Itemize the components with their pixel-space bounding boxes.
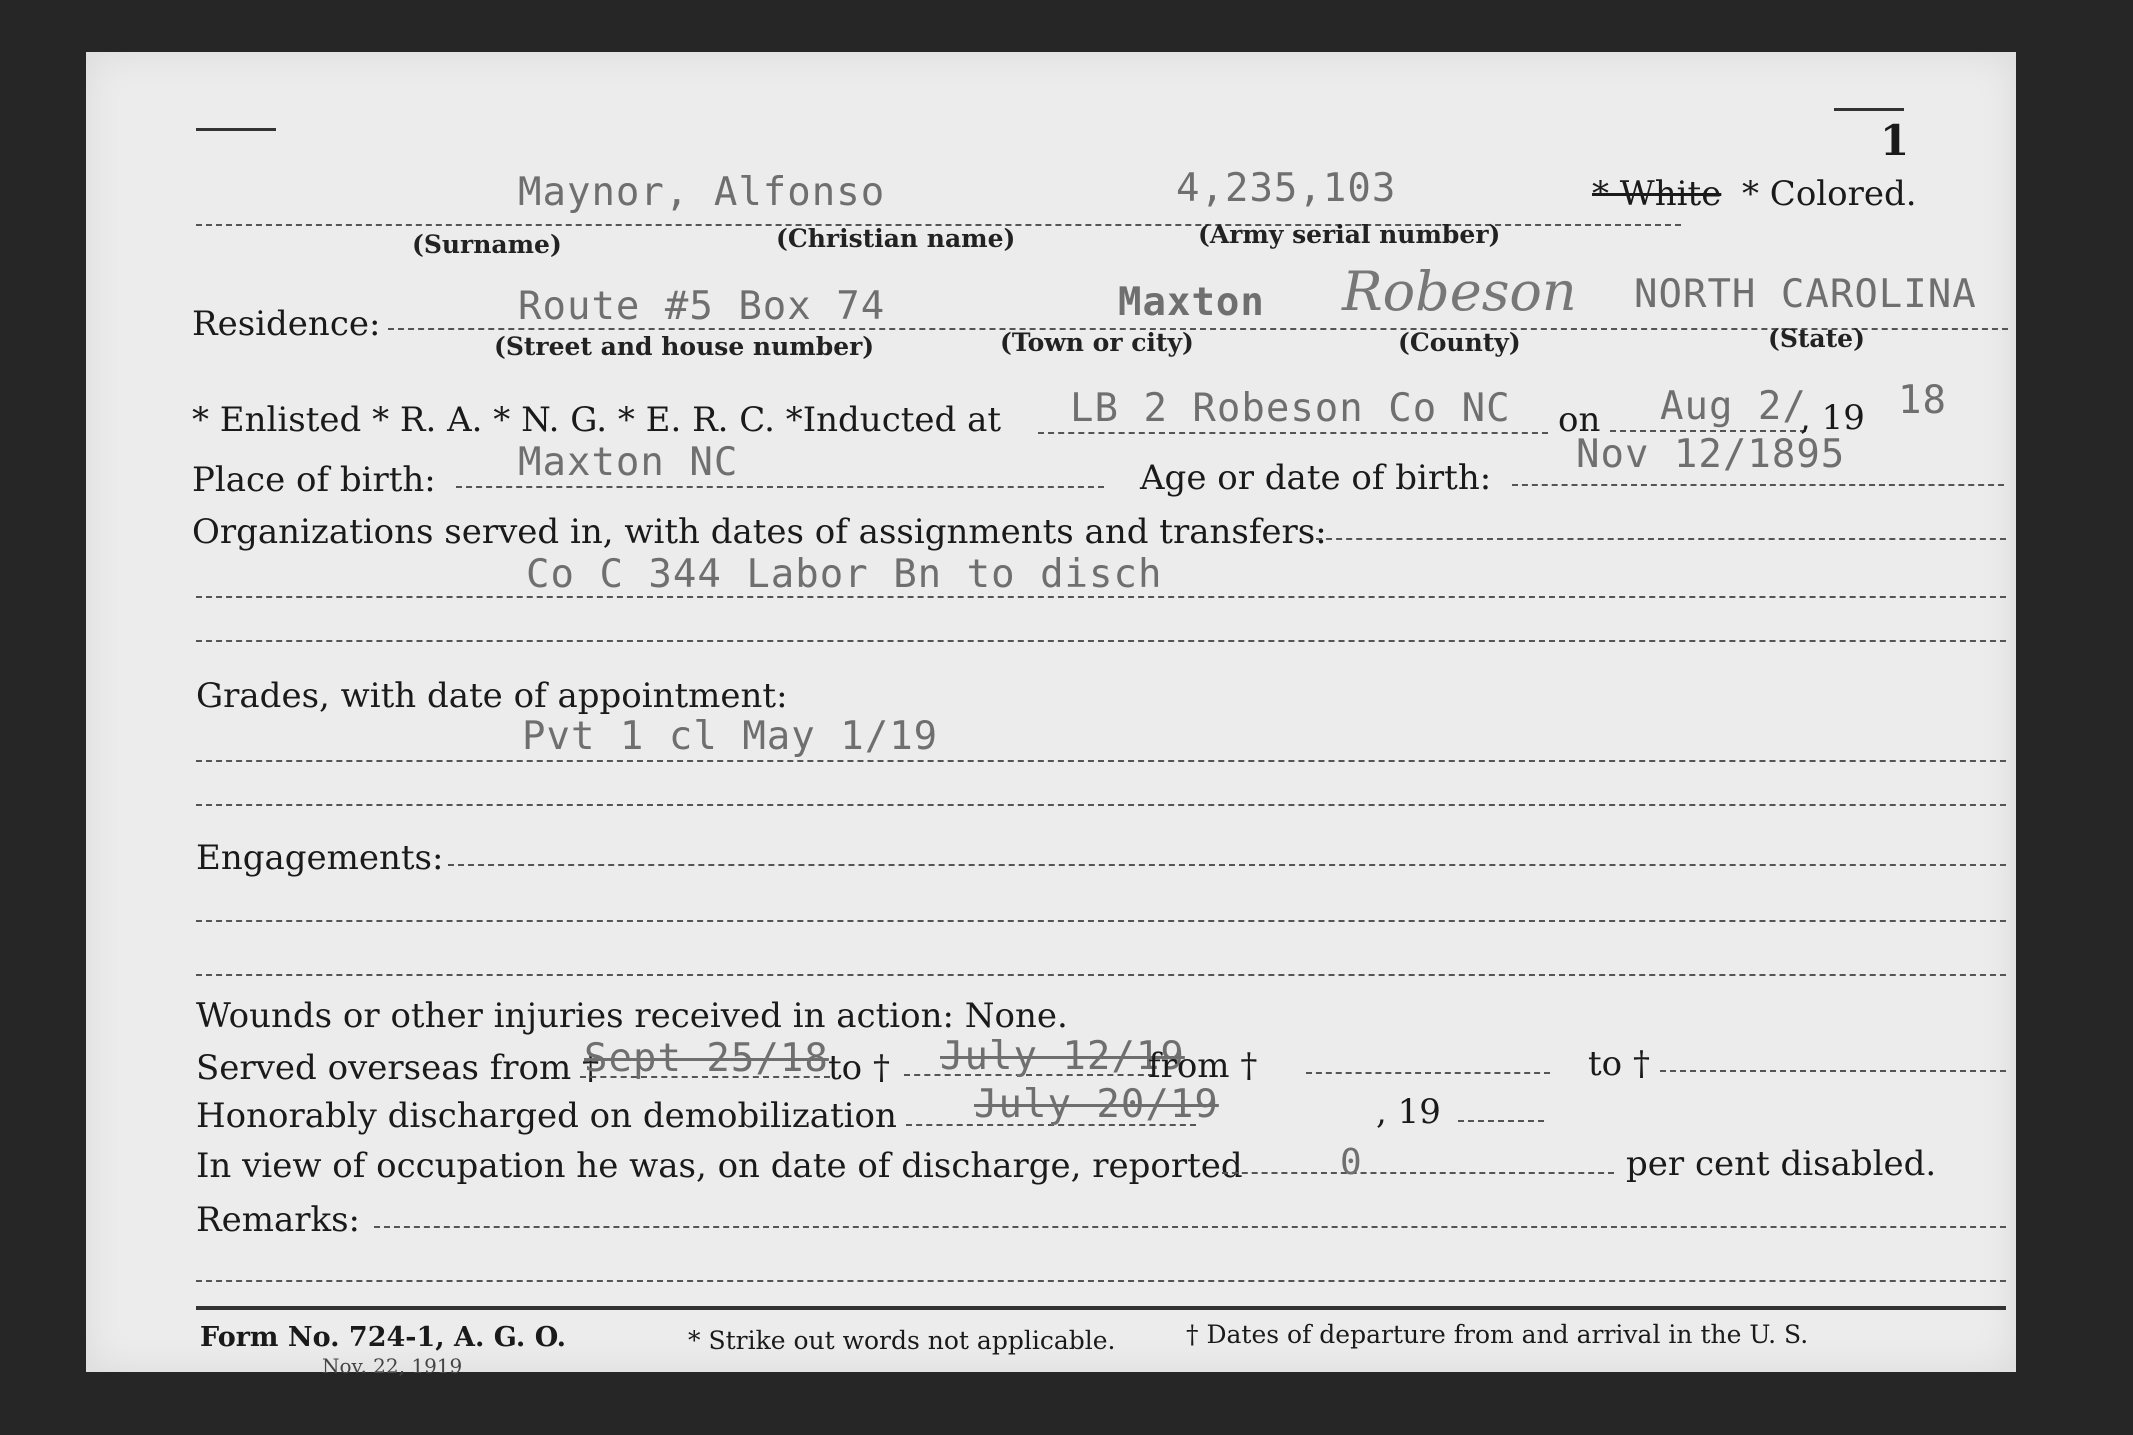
race-colored: * Colored. bbox=[1742, 174, 1917, 214]
card-number-rule bbox=[1834, 108, 1904, 111]
orgs-value: Co C 344 Labor Bn to disch bbox=[526, 552, 1163, 597]
discharge-year-line bbox=[1458, 1120, 1544, 1122]
serial-caption: (Army serial number) bbox=[1198, 220, 1501, 249]
service-record-card bbox=[86, 52, 2016, 1378]
surname-caption: (Surname) bbox=[412, 230, 562, 259]
footnote-dates: † Dates of departure from and arrival in the U. S. bbox=[1186, 1320, 1809, 1349]
disability-line bbox=[1222, 1172, 1614, 1174]
state-value: NORTH CAROLINA bbox=[1634, 272, 1977, 317]
engagements-line-1 bbox=[448, 864, 2006, 866]
town-value: Maxton bbox=[1118, 280, 1265, 325]
discharge-date-value: July 20/19 bbox=[974, 1082, 1219, 1127]
discharge-label: Honorably discharged on demobilization bbox=[196, 1096, 897, 1136]
overseas-to-label: to † bbox=[828, 1048, 890, 1088]
residence-label: Residence: bbox=[192, 304, 381, 344]
birthdate-line bbox=[1512, 484, 2004, 486]
disability-label: In view of occupation he was, on date of discharge, reported bbox=[196, 1146, 1243, 1186]
induct-date-value: Aug 2/ bbox=[1660, 384, 1807, 429]
orgs-line-3 bbox=[196, 640, 2006, 642]
grades-line-2 bbox=[196, 804, 2006, 806]
second-to-line bbox=[1660, 1070, 2006, 1072]
county-caption: (County) bbox=[1398, 328, 1521, 357]
orgs-line-1 bbox=[1316, 538, 2006, 540]
discharge-year-prefix: , 19 bbox=[1376, 1092, 1441, 1132]
overseas-to-value: July 12/19 bbox=[940, 1034, 1185, 1079]
on-label: on bbox=[1558, 400, 1601, 440]
form-date: Nov. 22, 1919 bbox=[322, 1354, 463, 1378]
race-white: * White bbox=[1592, 174, 1722, 214]
christian-name-caption: (Christian name) bbox=[776, 224, 1016, 253]
footer-rule bbox=[196, 1306, 2006, 1310]
grades-label: Grades, with date of appointment: bbox=[196, 676, 788, 716]
footnote-strike: * Strike out words not applicable. bbox=[688, 1326, 1116, 1355]
birthdate-value: Nov 12/1895 bbox=[1576, 432, 1846, 477]
remarks-label: Remarks: bbox=[196, 1200, 360, 1240]
overseas-from-value: Sept 25/18 bbox=[584, 1036, 829, 1081]
form-number: Form No. 724-1, A. G. O. bbox=[200, 1322, 567, 1353]
grades-line-1 bbox=[196, 760, 2006, 762]
town-caption: (Town or city) bbox=[1000, 328, 1194, 357]
engagements-label: Engagements: bbox=[196, 838, 444, 878]
wounds-label: Wounds or other injuries received in action: None. bbox=[196, 996, 1068, 1036]
second-from-label: from † bbox=[1148, 1046, 1258, 1086]
disability-suffix: per cent disabled. bbox=[1626, 1144, 1937, 1184]
year-prefix: , 19 bbox=[1800, 398, 1865, 438]
state-caption: (State) bbox=[1768, 324, 1865, 353]
birthplace-label: Place of birth: bbox=[192, 460, 436, 500]
inducted-line bbox=[1038, 432, 1548, 434]
grades-value: Pvt 1 cl May 1/19 bbox=[522, 714, 939, 759]
orgs-label: Organizations served in, with dates of assignments and transfers: bbox=[192, 512, 1327, 552]
overseas-label: Served overseas from † bbox=[196, 1048, 600, 1088]
birthplace-line bbox=[456, 486, 1104, 488]
street-caption: (Street and house number) bbox=[494, 332, 875, 361]
street-value: Route #5 Box 74 bbox=[518, 284, 886, 329]
engagements-line-3 bbox=[196, 974, 2006, 976]
second-to-label: to † bbox=[1588, 1044, 1650, 1084]
inducted-at-value: LB 2 Robeson Co NC bbox=[1070, 386, 1511, 431]
enlisted-label: * Enlisted * R. A. * N. G. * E. R. C. *Inducted at bbox=[192, 400, 1002, 440]
top-left-rule bbox=[196, 128, 276, 131]
age-label: Age or date of birth: bbox=[1140, 458, 1492, 498]
engagements-line-2 bbox=[196, 920, 2006, 922]
county-value: Robeson bbox=[1342, 260, 1577, 323]
second-from-line bbox=[1306, 1072, 1550, 1074]
year-value: 18 bbox=[1898, 378, 1947, 423]
name-value: Maynor, Alfonso bbox=[518, 170, 886, 215]
disability-value: 0 bbox=[1340, 1142, 1363, 1183]
remarks-line-1 bbox=[374, 1226, 2006, 1228]
serial-value: 4,235,103 bbox=[1176, 166, 1397, 211]
card-number: 1 bbox=[1880, 116, 1910, 165]
remarks-line-2 bbox=[196, 1280, 2006, 1282]
birthplace-value: Maxton NC bbox=[518, 440, 739, 485]
